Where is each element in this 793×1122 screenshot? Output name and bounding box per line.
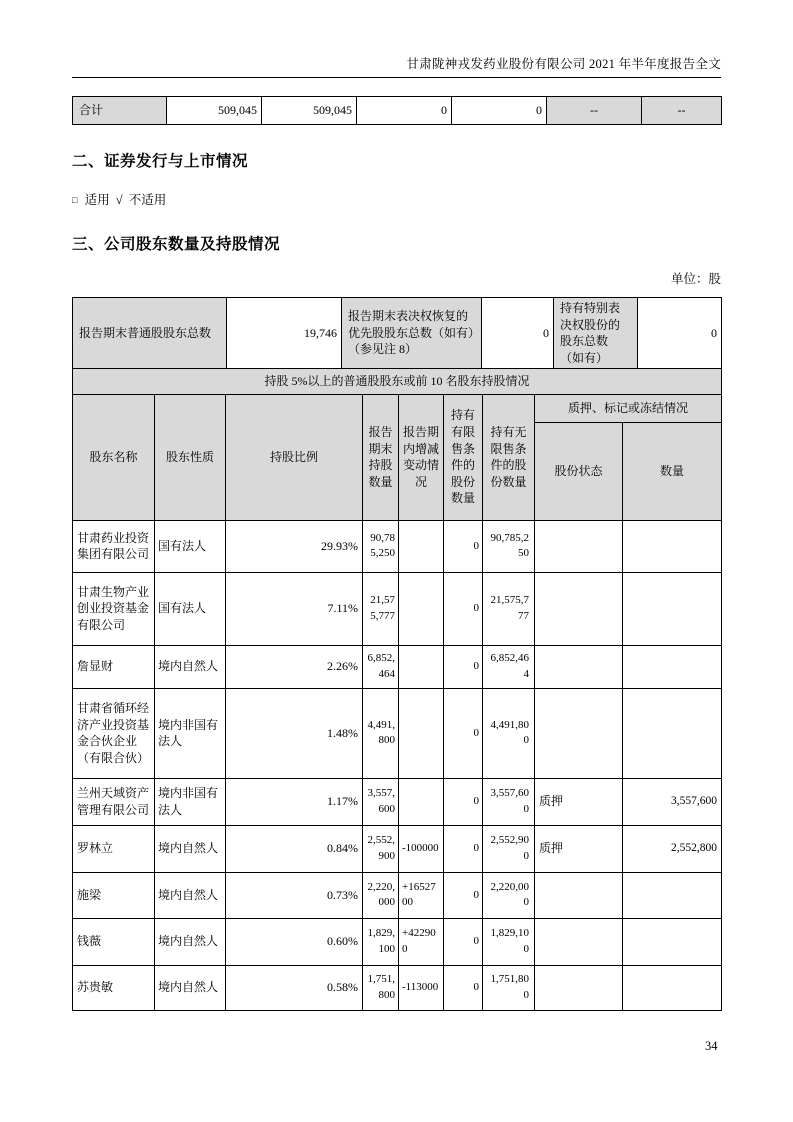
checkbox-unchecked-icon: □ — [72, 194, 78, 205]
holder-unrestricted-cell: 1,829,100 — [483, 918, 535, 965]
holder-unrestricted-cell: 3,557,600 — [483, 778, 535, 825]
holder-row — [73, 688, 722, 778]
holder-ratio-cell: 29.93% — [226, 520, 363, 572]
shareholder-counts-table — [72, 297, 722, 395]
totals-dash-cell: -- — [547, 97, 642, 125]
holder-ratio-cell: 7.11% — [226, 572, 363, 645]
holder-ratio-cell: 1.17% — [226, 778, 363, 825]
holder-name-cell: 甘肃药业投资集团有限公司 — [73, 520, 155, 572]
holder-shares-end-cell: 2,552,900 — [363, 825, 399, 872]
holder-shares-end-cell: 1,829,100 — [363, 918, 399, 965]
header-ratio-cell: 持股比例 — [226, 394, 363, 520]
holder-unrestricted-cell: 90,785,250 — [483, 520, 535, 572]
holder-ratio-cell: 2.26% — [226, 645, 363, 688]
holder-row — [73, 965, 722, 1010]
holder-change-cell: -113000 — [399, 965, 444, 1010]
holder-change-cell: +422900 — [399, 918, 444, 965]
holder-change-cell: -100000 — [399, 825, 444, 872]
header-change-cell: 报告期内增减变动情况 — [399, 394, 444, 520]
holder-pledge-status-cell — [535, 965, 623, 1010]
holder-restricted-cell: 0 — [444, 918, 483, 965]
holder-nature-cell: 境内自然人 — [155, 645, 226, 688]
holder-nature-cell: 境内非国有法人 — [155, 688, 226, 778]
holder-unrestricted-cell: 4,491,800 — [483, 688, 535, 778]
holder-nature-cell: 国有法人 — [155, 520, 226, 572]
holder-pledge-status-cell — [535, 645, 623, 688]
header-pledge-group-cell: 质押、标记或冻结情况 — [535, 394, 722, 422]
header-restricted-cell: 持有有限售条件的股份数量 — [444, 394, 483, 520]
holder-pledge-qty-cell — [623, 872, 722, 918]
holder-nature-cell: 境内非国有法人 — [155, 778, 226, 825]
table-row — [73, 97, 722, 125]
not-applicable-label: 不适用 — [128, 193, 167, 207]
totals-label-cell: 合计 — [73, 97, 167, 125]
holder-nature-cell: 境内自然人 — [155, 872, 226, 918]
special-voting-value-cell: 0 — [638, 298, 722, 369]
common-holders-value-cell: 19,746 — [227, 298, 342, 369]
holder-pledge-status-cell — [535, 572, 623, 645]
preferred-holders-value-cell: 0 — [482, 298, 554, 369]
holder-pledge-qty-cell — [623, 688, 722, 778]
holder-unrestricted-cell: 2,220,000 — [483, 872, 535, 918]
holder-row — [73, 572, 722, 645]
page-number: 34 — [705, 1039, 718, 1053]
holder-unrestricted-cell: 21,575,777 — [483, 572, 535, 645]
header-pledge-qty-cell: 数量 — [623, 422, 722, 520]
special-voting-label-cell: 持有特别表决权股份的股东总数（如有） — [554, 298, 638, 369]
table-header-row — [73, 394, 722, 422]
holder-restricted-cell: 0 — [444, 645, 483, 688]
applicability-line — [72, 190, 721, 208]
holder-pledge-qty-cell: 3,557,600 — [623, 778, 722, 825]
applicable-label: 适用 — [84, 193, 110, 207]
holder-pledge-status-cell — [535, 918, 623, 965]
header-shares-end-cell: 报告期末持股数量 — [363, 394, 399, 520]
holder-unrestricted-cell: 1,751,800 — [483, 965, 535, 1010]
holder-pledge-qty-cell — [623, 645, 722, 688]
holder-row — [73, 918, 722, 965]
holder-name-cell: 苏贵敏 — [73, 965, 155, 1010]
page-content — [72, 0, 721, 1011]
holder-change-cell — [399, 645, 444, 688]
holder-pledge-status-cell — [535, 520, 623, 572]
holder-restricted-cell: 0 — [444, 688, 483, 778]
holder-pledge-status-cell: 质押 — [535, 825, 623, 872]
holder-shares-end-cell: 90,785,250 — [363, 520, 399, 572]
header-name-cell: 股东名称 — [73, 394, 155, 520]
holder-name-cell: 詹显财 — [73, 645, 155, 688]
common-holders-label-cell: 报告期末普通股股东总数 — [73, 298, 227, 369]
top-holders-band-cell: 持股 5%以上的普通股股东或前 10 名股东持股情况 — [73, 369, 722, 395]
holder-pledge-qty-cell — [623, 965, 722, 1010]
holder-ratio-cell: 0.73% — [226, 872, 363, 918]
holder-restricted-cell: 0 — [444, 965, 483, 1010]
holder-change-cell — [399, 778, 444, 825]
holder-shares-end-cell: 21,575,777 — [363, 572, 399, 645]
top-holders-table — [72, 394, 722, 1011]
holder-pledge-status-cell — [535, 872, 623, 918]
totals-value-cell: 509,045 — [262, 97, 357, 125]
holder-restricted-cell: 0 — [444, 825, 483, 872]
holder-unrestricted-cell: 2,552,900 — [483, 825, 535, 872]
holder-restricted-cell: 0 — [444, 778, 483, 825]
holder-shares-end-cell: 6,852,464 — [363, 645, 399, 688]
holder-pledge-qty-cell — [623, 520, 722, 572]
header-unrestricted-cell: 持有无限售条件的股份数量 — [483, 394, 535, 520]
holder-restricted-cell: 0 — [444, 872, 483, 918]
holder-shares-end-cell: 2,220,000 — [363, 872, 399, 918]
holder-name-cell: 罗林立 — [73, 825, 155, 872]
holder-name-cell: 兰州天域资产管理有限公司 — [73, 778, 155, 825]
holder-shares-end-cell: 3,557,600 — [363, 778, 399, 825]
section-heading-issuance: 二、证券发行与上市情况 — [72, 153, 249, 170]
totals-value-cell: 0 — [452, 97, 547, 125]
holder-ratio-cell: 0.84% — [226, 825, 363, 872]
header-pledge-status-cell: 股份状态 — [535, 422, 623, 520]
holder-change-cell — [399, 520, 444, 572]
section-heading-shareholders: 三、公司股东数量及持股情况 — [72, 236, 281, 253]
holder-shares-end-cell: 1,751,800 — [363, 965, 399, 1010]
holder-nature-cell: 国有法人 — [155, 572, 226, 645]
holder-name-cell: 施梁 — [73, 872, 155, 918]
holder-change-cell — [399, 688, 444, 778]
holder-row — [73, 520, 722, 572]
checkmark-icon: √ — [115, 193, 123, 207]
holder-pledge-qty-cell: 2,552,800 — [623, 825, 722, 872]
holder-shares-end-cell: 4,491,800 — [363, 688, 399, 778]
holder-pledge-qty-cell — [623, 918, 722, 965]
holder-pledge-status-cell — [535, 688, 623, 778]
holder-change-cell — [399, 572, 444, 645]
totals-value-cell: 509,045 — [167, 97, 262, 125]
holder-restricted-cell: 0 — [444, 572, 483, 645]
preferred-holders-label-cell: 报告期末表决权恢复的优先股股东总数（如有）（参见注 8） — [342, 298, 482, 369]
holder-name-cell: 甘肃省循环经济产业投资基金合伙企业（有限合伙） — [73, 688, 155, 778]
holder-row — [73, 872, 722, 918]
header-nature-cell: 股东性质 — [155, 394, 226, 520]
holder-ratio-cell: 0.60% — [226, 918, 363, 965]
holder-unrestricted-cell: 6,852,464 — [483, 645, 535, 688]
holder-pledge-qty-cell — [623, 572, 722, 645]
totals-dash-cell: -- — [642, 97, 722, 125]
holder-nature-cell: 境内自然人 — [155, 825, 226, 872]
holder-row — [73, 778, 722, 825]
holder-ratio-cell: 0.58% — [226, 965, 363, 1010]
holder-ratio-cell: 1.48% — [226, 688, 363, 778]
holder-name-cell: 甘肃生物产业创业投资基金有限公司 — [73, 572, 155, 645]
holder-pledge-status-cell: 质押 — [535, 778, 623, 825]
holder-nature-cell: 境内自然人 — [155, 918, 226, 965]
report-header-title: 甘肃陇神戎发药业股份有限公司 2021 年半年度报告全文 — [72, 54, 721, 78]
table-row — [73, 369, 722, 395]
unit-label: 单位：股 — [670, 272, 721, 286]
holder-name-cell: 钱薇 — [73, 918, 155, 965]
holder-restricted-cell: 0 — [444, 520, 483, 572]
holder-row — [73, 825, 722, 872]
totals-value-cell: 0 — [357, 97, 452, 125]
holder-nature-cell: 境内自然人 — [155, 965, 226, 1010]
table-row — [73, 298, 722, 369]
holder-change-cell: +1652700 — [399, 872, 444, 918]
totals-table — [72, 96, 722, 125]
holder-row — [73, 645, 722, 688]
